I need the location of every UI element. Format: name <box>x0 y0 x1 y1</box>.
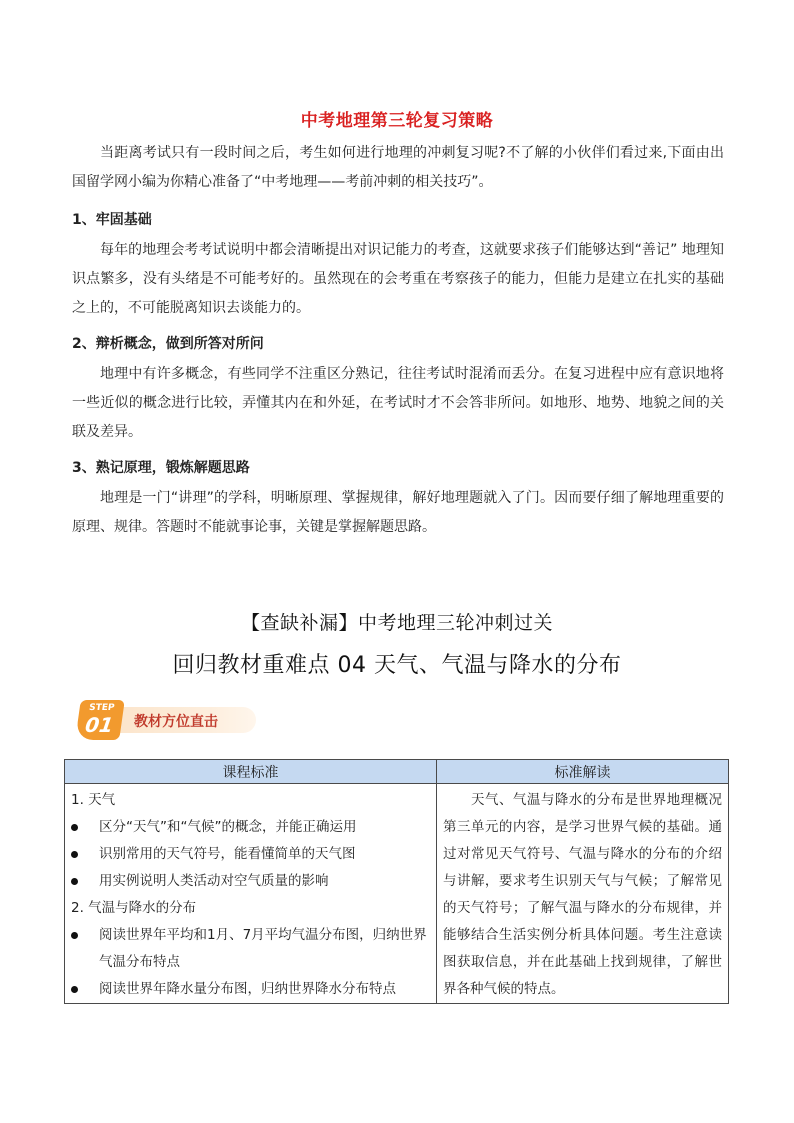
list-item-text: 区分“天气”和“气候”的概念，并能正确运用 <box>99 819 357 835</box>
list-item-text: 阅读世界年平均和1月、7月平均气温分布图，归纳世界气温分布特点 <box>99 927 427 970</box>
intro-paragraph: 当距离考试只有一段时间之后，考生如何进行地理的冲刺复习呢?不了解的小伙伴们看过来,下面由出国留学网小编为你精心准备了“中考地理——考前冲刺的相关技巧”。 <box>72 145 724 190</box>
banner-subtitle: 【查缺补漏】中考地理三轮冲刺过关 <box>240 612 553 634</box>
table-header-interpretation: 标准解读 <box>437 760 729 784</box>
list-item-text: 识别常用的天气符号，能看懂简单的天气图 <box>99 846 356 862</box>
list-item <box>71 868 430 895</box>
list-item <box>71 976 430 1003</box>
section-3-heading: 3、熟记原理，锻炼解题思路 <box>72 460 250 476</box>
section-3-body: 地理是一门“讲理”的学科，明晰原理、掌握规律，解好地理题就入了门。因而要仔细了解地理重要的原理、规律。答题时不能就事论事，关键是掌握解题思路。 <box>72 490 724 535</box>
section-1-body: 每年的地理会考考试说明中都会清晰提出对识记能力的考查，这就要求孩子们能够达到“善记” 地理知识点繁多，没有头绪是不可能考好的。虽然现在的会考重在考察孩子的能力，但能力是建立在扎实的基础之上的，不可能脱离知识去谈能力的。 <box>72 242 724 316</box>
table-header-standard: 课程标准 <box>65 760 437 784</box>
topic-weather: 1. 天气 <box>71 792 116 808</box>
bullet-icon <box>71 824 78 831</box>
list-item <box>71 814 430 841</box>
interpretation-cell <box>437 784 729 1004</box>
section-2-body: 地理中有许多概念，有些同学不注重区分熟记，往往考试时混淆而丢分。在复习进程中应有意识地将一些近似的概念进行比较，弄懂其内在和外延，在考试时才不会答非所问。如地形、地势、地貌之间的关联及差异。 <box>72 366 724 440</box>
list-item <box>71 841 430 868</box>
step-badge <box>75 700 125 740</box>
document-title: 中考地理第三轮复习策略 <box>300 111 494 131</box>
step-header <box>78 700 258 736</box>
standard-cell <box>65 784 437 1004</box>
interpretation-text: 天气、气温与降水的分布是世界地理概况第三单元的内容，是学习世界气候的基础。通过对常见天气符号、气温与降水的分布的介绍与讲解，要求考生识别天气与气候；了解常见的天气符号；了解气温与降水的分布规律，并能够结合生活实例分析具体问题。考生注意读图获取信息，并在此基础上找到规律，了解世界各种气候的特点。 <box>443 792 722 997</box>
step-number: 01 <box>83 713 115 737</box>
list-item-text: 阅读世界年降水量分布图，归纳世界降水分布特点 <box>99 981 396 997</box>
bullet-icon <box>71 986 78 993</box>
table-row <box>65 784 729 1004</box>
bullet-icon <box>71 932 78 939</box>
curriculum-table <box>64 759 729 1004</box>
list-item <box>71 922 430 976</box>
bullet-icon <box>71 851 78 858</box>
section-1-heading: 1、牢固基础 <box>72 212 152 228</box>
section-2-heading: 2、辩析概念，做到所答对所问 <box>72 336 264 352</box>
topic-temperature-precipitation: 2. 气温与降水的分布 <box>71 900 197 916</box>
list-item-text: 用实例说明人类活动对空气质量的影响 <box>99 873 329 889</box>
bullet-icon <box>71 878 78 885</box>
step-word: STEP <box>88 703 116 713</box>
step-label: 教材方位直击 <box>134 714 218 730</box>
banner-title: 回归教材重难点 04 天气、气温与降水的分布 <box>172 653 622 678</box>
table-header-row <box>65 760 729 784</box>
